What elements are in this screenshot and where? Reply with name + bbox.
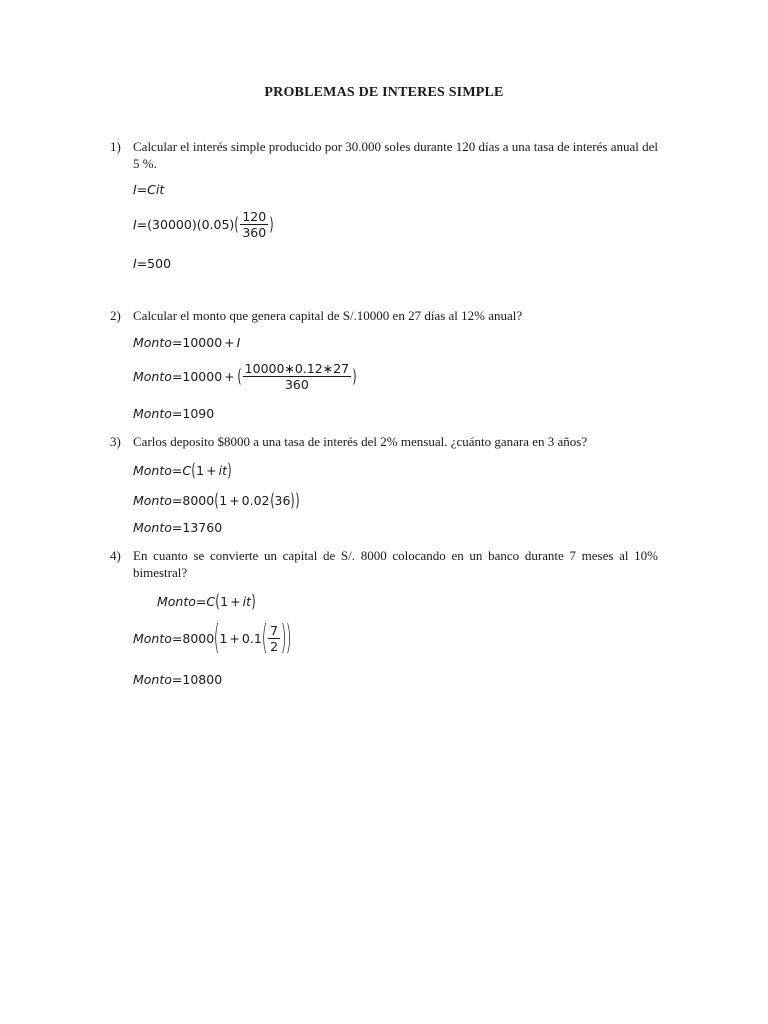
fraction: $\frac{120}{360}$ — [242, 209, 267, 240]
problem-2 — [110, 307, 658, 324]
equation-2-result: Monto = 1090 — [133, 406, 215, 421]
equation-3-substitution: Monto = 8000 ( 1 + 0.02 ( 36 ) ) — [133, 490, 301, 511]
problem-text: Carlos deposito $8000 a una tasa de interés del 2% mensual. ¿cuánto ganara en 3 años? — [133, 434, 588, 449]
equation-3-formula: Monto = C ( 1 + it ) — [133, 460, 232, 481]
problem-3 — [110, 433, 658, 450]
equation-1-result: I = 500 — [133, 256, 172, 271]
page-title: PROBLEMAS DE INTERES SIMPLE — [264, 85, 504, 100]
problem-text: Calcular el interés simple producido por 30.000 soles durante 120 días a una tasa de interés anual del 5 %. — [133, 139, 658, 171]
problem-number: 3) — [110, 434, 121, 449]
equation-1-formula: I = Cit — [133, 182, 165, 197]
problem-text: Calcular el monto que genera capital de S/.10000 en 27 días al 12% anual? — [133, 308, 523, 323]
equation-1-substitution: I = (30000) (0.05) ( $\frac{120}{360}$ ) — [133, 209, 274, 240]
problem-number: 1) — [110, 139, 121, 154]
problem-number: 2) — [110, 308, 121, 323]
fraction: $\frac{7}{2}$ — [270, 622, 279, 654]
equation-4-substitution: Monto = 8000 ( 1 + 0.1 ( $\frac{7}{2}$ ) ) — [133, 618, 292, 658]
problem-4 — [110, 547, 658, 581]
equation-2-substitution: Monto = 10000 + ( $\frac{10000∗0.12∗27}{360}$ ) — [133, 361, 357, 392]
equation-4-result: Monto = 10800 — [133, 672, 223, 687]
equation-4-formula: Monto = C ( 1 + it ) — [157, 591, 256, 612]
problem-text: En cuanto se convierte un capital de S/. 8000 colocando en un banco durante 7 meses al 10% bimestral? — [133, 548, 658, 580]
fraction: $\frac{10000∗0.12∗27}{360}$ — [244, 361, 350, 392]
problem-1 — [110, 138, 658, 172]
equation-3-result: Monto = 13760 — [133, 520, 223, 535]
equation-2-formula: Monto = 10000 + I — [133, 335, 241, 350]
problem-number: 4) — [110, 548, 121, 563]
